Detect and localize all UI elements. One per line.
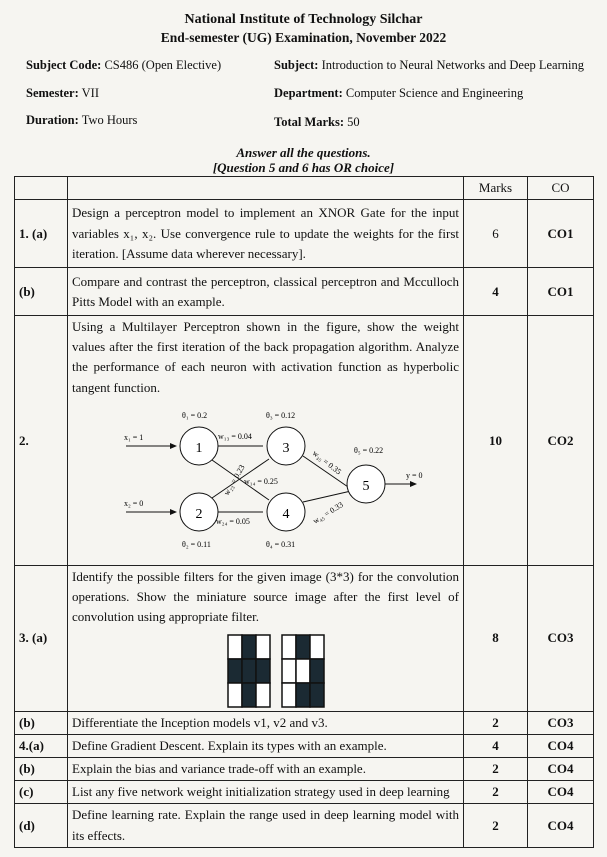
grid-cell-empty xyxy=(282,659,296,683)
table-header-row xyxy=(15,177,594,200)
question-number: 1. (a) xyxy=(15,200,68,268)
co-header: CO xyxy=(528,177,594,200)
question-text: Using a Multilayer Perceptron shown in the figure, show the weight values after the first iteration of the back propagation algorithm. Analyze the performance of each neuron with activation function as hyperbolic tangent function. xyxy=(72,319,459,395)
question-text: Explain the bias and variance trade-off with an example. xyxy=(68,757,464,780)
node-label: 1 xyxy=(195,440,203,456)
question-co: CO3 xyxy=(528,566,594,711)
weight-label: w₁₄ = 0.25 xyxy=(244,476,278,486)
total-marks-label: Total Marks: xyxy=(274,115,345,129)
exam-title: End-semester (UG) Examination, November 2022 xyxy=(160,30,447,45)
total-marks-value: 50 xyxy=(347,115,360,129)
question-co: CO3 xyxy=(528,711,594,734)
theta-label: θ₂ = 0.11 xyxy=(182,539,211,549)
question-number: 2. xyxy=(15,316,68,566)
grid-cell-filled xyxy=(310,659,324,683)
table-row xyxy=(15,804,594,848)
grid-cell-filled xyxy=(310,683,324,707)
weight-label: w₃₅ = 0.35 xyxy=(310,448,344,477)
subject-value: Introduction to Neural Networks and Deep Learning xyxy=(321,58,584,72)
table-row xyxy=(15,757,594,780)
question-text: Design a perceptron model to implement an XNOR Gate for the input variables x₁, x₂. Use convergence rule to update the weights for the first iteration. [Assume data wherever necessary]. xyxy=(68,200,464,268)
table-row xyxy=(15,268,594,316)
department xyxy=(274,86,523,101)
semester xyxy=(26,86,99,101)
grid-cell-filled xyxy=(256,659,270,683)
input-label: x₁ = 1 xyxy=(124,432,144,442)
question-co: CO4 xyxy=(528,780,594,803)
subject-code xyxy=(26,58,221,73)
question-co: CO2 xyxy=(528,316,594,566)
question-table xyxy=(14,176,594,848)
theta-label: θ₅ = 0.22 xyxy=(354,445,384,455)
node-label: 2 xyxy=(195,506,203,522)
edge-4-5 xyxy=(303,491,351,502)
table-row xyxy=(15,566,594,711)
grid-cell-empty xyxy=(228,683,242,707)
duration-label: Duration: xyxy=(26,113,79,127)
question-co: CO1 xyxy=(528,268,594,316)
question-number: (c) xyxy=(15,780,68,803)
subject-code-label: Subject Code: xyxy=(26,58,102,72)
question-marks: 10 xyxy=(464,316,528,566)
grid-cell-filled xyxy=(228,659,242,683)
node-label: 4 xyxy=(282,506,290,522)
grid-cell-filled xyxy=(242,635,256,659)
question-text: Identify the possible filters for the given image (3*3) for the convolution operations. Show the miniature source image after the first level of convolution using appropriate filter. xyxy=(72,569,459,625)
question-text: Differentiate the Inception models v1, v2 and v3. xyxy=(68,711,464,734)
question-number: 4.(a) xyxy=(15,734,68,757)
duration xyxy=(26,113,137,128)
question-marks: 2 xyxy=(464,711,528,734)
weight-label: w₂₄ = 0.05 xyxy=(216,516,250,526)
duration-value: Two Hours xyxy=(81,113,138,127)
question-co: CO4 xyxy=(528,734,594,757)
grid-cell-empty xyxy=(296,659,310,683)
weight-label: w₄₅ = 0.33 xyxy=(311,499,345,526)
table-row xyxy=(15,316,594,566)
grid-cell-empty xyxy=(256,635,270,659)
output-label: y = 0 xyxy=(406,470,423,480)
instruction-line-2: [Question 5 and 6 has OR choice] xyxy=(212,160,395,175)
table-row xyxy=(15,734,594,757)
theta-label: θ₄ = 0.31 xyxy=(266,539,296,549)
table-row xyxy=(15,711,594,734)
grid-cell-empty xyxy=(282,683,296,707)
semester-value: VII xyxy=(81,86,100,100)
question-marks: 2 xyxy=(464,757,528,780)
theta-label: θ₃ = 0.12 xyxy=(266,410,296,420)
question-text: Define learning rate. Explain the range used in deep learning model with its effects. xyxy=(68,804,464,848)
total-marks xyxy=(274,115,360,130)
table-row xyxy=(15,200,594,268)
table-row xyxy=(15,780,594,803)
mlp-diagram xyxy=(106,404,446,554)
input-label: x₂ = 0 xyxy=(124,498,144,508)
department-label: Department: xyxy=(274,86,343,100)
department-value: Computer Science and Engineering xyxy=(345,86,524,100)
node-label: 5 xyxy=(362,478,370,494)
question-marks: 2 xyxy=(464,804,528,848)
question-number: (b) xyxy=(15,711,68,734)
subject-label: Subject: xyxy=(274,58,319,72)
convolution-grid-image xyxy=(222,632,342,710)
question-number: 3. (a) xyxy=(15,566,68,711)
question-marks: 4 xyxy=(464,734,528,757)
question-number: (b) xyxy=(15,757,68,780)
semester-label: Semester: xyxy=(26,86,79,100)
grid-cell-filled xyxy=(296,635,310,659)
question-number: (b) xyxy=(15,268,68,316)
question-co: CO1 xyxy=(528,200,594,268)
question-marks: 6 xyxy=(464,200,528,268)
grid-cell-filled xyxy=(296,683,310,707)
grid-cell-filled xyxy=(242,659,256,683)
question-co: CO4 xyxy=(528,804,594,848)
grid-cell-empty xyxy=(228,635,242,659)
weight-label: w₁₃ = 0.04 xyxy=(218,431,252,441)
grid-cell-empty xyxy=(256,683,270,707)
question-text: Compare and contrast the perceptron, classical perceptron and Mcculloch Pitts Model with an example. xyxy=(68,268,464,316)
node-label: 3 xyxy=(282,440,290,456)
marks-header: Marks xyxy=(464,177,528,200)
weight-label: w₂₃ = 0.23 xyxy=(221,462,247,497)
subject-code-value: CS486 (Open Elective) xyxy=(104,58,222,72)
question-marks: 2 xyxy=(464,780,528,803)
question-number: (d) xyxy=(15,804,68,848)
question-marks: 8 xyxy=(464,566,528,711)
question-text: List any five network weight initialization strategy used in deep learning xyxy=(68,780,464,803)
institute-title: National Institute of Technology Silchar xyxy=(184,12,423,27)
grid-cell-empty xyxy=(282,635,296,659)
question-co: CO4 xyxy=(528,757,594,780)
grid-cell-empty xyxy=(310,635,324,659)
question-marks: 4 xyxy=(464,268,528,316)
question-text: Define Gradient Descent. Explain its types with an example. xyxy=(68,734,464,757)
grid-cell-filled xyxy=(242,683,256,707)
theta-label: θ₁ = 0.2 xyxy=(182,410,208,420)
instruction-line-1: Answer all the questions. xyxy=(236,145,371,160)
subject xyxy=(274,58,584,73)
